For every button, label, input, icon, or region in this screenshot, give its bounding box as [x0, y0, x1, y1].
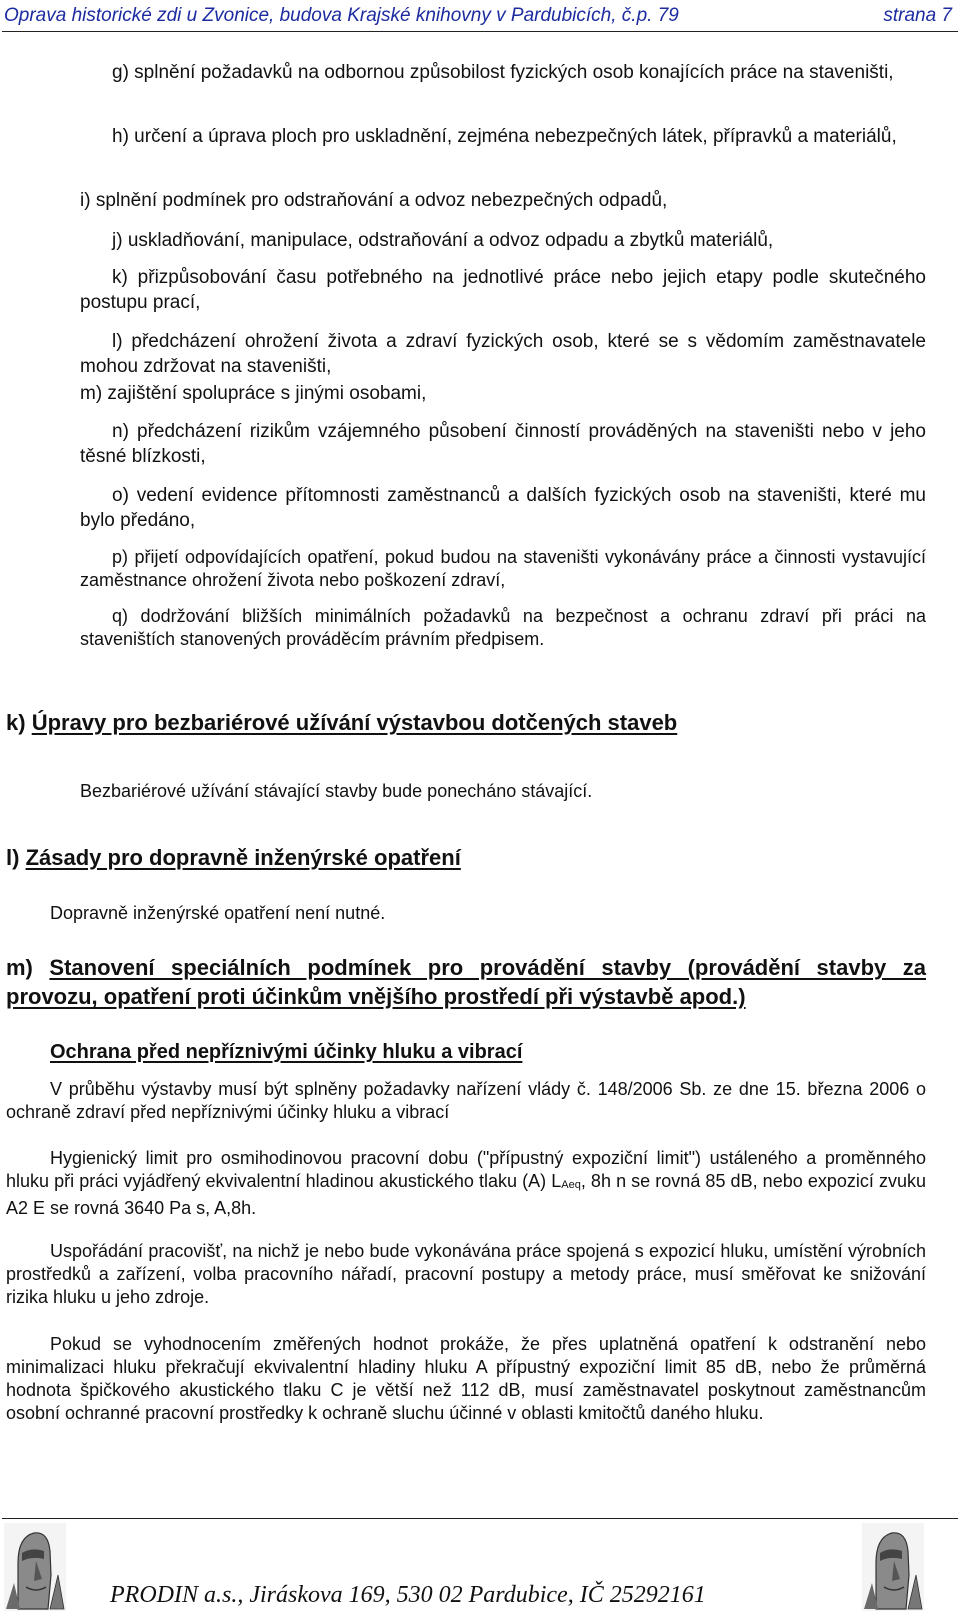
moai-statue-icon — [4, 1523, 66, 1611]
section-l-text: Dopravně inženýrské opatření není nutné. — [50, 903, 386, 923]
noise-paragraph-2 — [6, 1147, 926, 1220]
moai-statue-icon — [862, 1523, 924, 1611]
section-k-title: Úpravy pro bezbariérové užívání výstavbou dotčených staveb — [31, 710, 678, 735]
noise-protection-subheading: Ochrana před nepříznivými účinky hluku a vibrací — [50, 1041, 523, 1063]
noise-paragraph-3: Uspořádání pracovišť, na nichž je nebo bude vykonávána práce spojená s expozicí hluku, umístění výrobních prostředků a zařízení, volba pracovního nářadí, pracovní postupy a metody práce, musí směřovat ke snižování rizika hluku u jeho zdroje. — [6, 1241, 926, 1307]
list-item-q: q) dodržování bližších minimálních požadavků na bezpečnost a ochranu zdraví při práci na staveništích stanovených prováděcím právním předpisem. — [80, 606, 926, 649]
section-m-heading — [6, 953, 926, 1011]
section-l-letter: l) — [6, 845, 20, 870]
section-k-letter: k) — [6, 710, 26, 735]
list-item-g: g) splnění požadavků na odbornou způsobilost fyzických osob konajících práce na staveništi, — [112, 62, 894, 83]
page-header — [0, 0, 960, 34]
section-m-letter: m) — [6, 955, 33, 980]
list-item-h: h) určení a úprava ploch pro uskladnění, zejména nebezpečných látek, přípravků a materiálů, — [112, 126, 897, 147]
section-l-title: Zásady pro dopravně inženýrské opatření — [25, 845, 461, 870]
header-divider — [2, 31, 958, 32]
noise-paragraph-1: V průběhu výstavby musí být splněny požadavky nařízení vlády č. 148/2006 Sb. ze dne 15. března 2006 o ochraně zdraví před nepříznivými účinky hluku a vibrací — [6, 1079, 926, 1122]
list-item-j: j) uskladňování, manipulace, odstraňování a odvoz odpadu a zbytků materiálů, — [112, 230, 774, 251]
aeq-subscript: Aeq — [561, 1179, 581, 1191]
footer-company-address: PRODIN a.s., Jiráskova 169, 530 02 Pardubice, IČ 25292161 — [110, 1582, 706, 1608]
section-l-heading — [6, 843, 926, 872]
list-item-l: l) předcházení ohrožení života a zdraví fyzických osob, které se s vědomím zaměstnavatele mohou zdržovat na staveništi, — [80, 331, 926, 377]
list-item-p: p) přijetí odpovídajících opatření, pokud budou na staveništi vykonávány práce a činnosti vystavující zaměstnance ohrožení života nebo poškození zdraví, — [80, 547, 926, 590]
page-number: strana 7 — [883, 5, 952, 26]
section-k-text: Bezbariérové užívání stávající stavby bude ponecháno stávající. — [80, 781, 593, 801]
noise-paragraph-2-text-a: Hygienický limit pro osmihodinovou pracovní dobu ("přípustný expoziční limit") ustáleného a proměnného hluku při práci vyjádřený ekvivalentní hladinou akustického tlaku (A) L — [6, 1148, 926, 1191]
list-item-k: k) přizpůsobování času potřebného na jednotlivé práce nebo jejich etapy podle skutečného postupu prací, — [80, 267, 926, 313]
document-title: Oprava historické zdi u Zvonice, budova Krajské knihovny v Pardubicích, č.p. 79 — [4, 5, 679, 26]
section-m-title: Stanovení speciálních podmínek pro provádění stavby (provádění stavby za provozu, opatření proti účinkům vnějšího prostředí při výstavbě apod.) — [6, 955, 926, 1009]
list-item-i: i) splnění podmínek pro odstraňování a odvoz nebezpečných odpadů, — [80, 190, 668, 211]
section-k-heading — [6, 708, 926, 737]
list-item-m: m) zajištění spolupráce s jinými osobami, — [80, 383, 427, 404]
list-item-n: n) předcházení rizikům vzájemného působení činností prováděných na staveništi nebo v jeho těsné blízkosti, — [80, 421, 926, 467]
list-item-o: o) vedení evidence přítomnosti zaměstnanců a dalších fyzických osob na staveništi, které mu bylo předáno, — [80, 485, 926, 531]
footer-divider — [2, 1518, 958, 1519]
noise-paragraph-2-text-b: , 8h n se rovná 85 dB, nebo expozicí zvuku A2 E se rovná 3640 Pa s, A,8h. — [6, 1171, 926, 1218]
noise-paragraph-4: Pokud se vyhodnocením změřených hodnot prokáže, že přes uplatněná opatření k odstranění nebo minimalizaci hluku překračují ekvivalentní hladiny hluku A přípustný expoziční limit 85 dB, nebo že průměrná hodnota špičkového akustického tlaku C je větší než 112 dB, musí zaměstnavatel poskytnout zaměstnancům osobní ochranné pracovní prostředky k ochraně sluchu účinné v oblasti kmitočtů daného hluku. — [6, 1334, 926, 1423]
